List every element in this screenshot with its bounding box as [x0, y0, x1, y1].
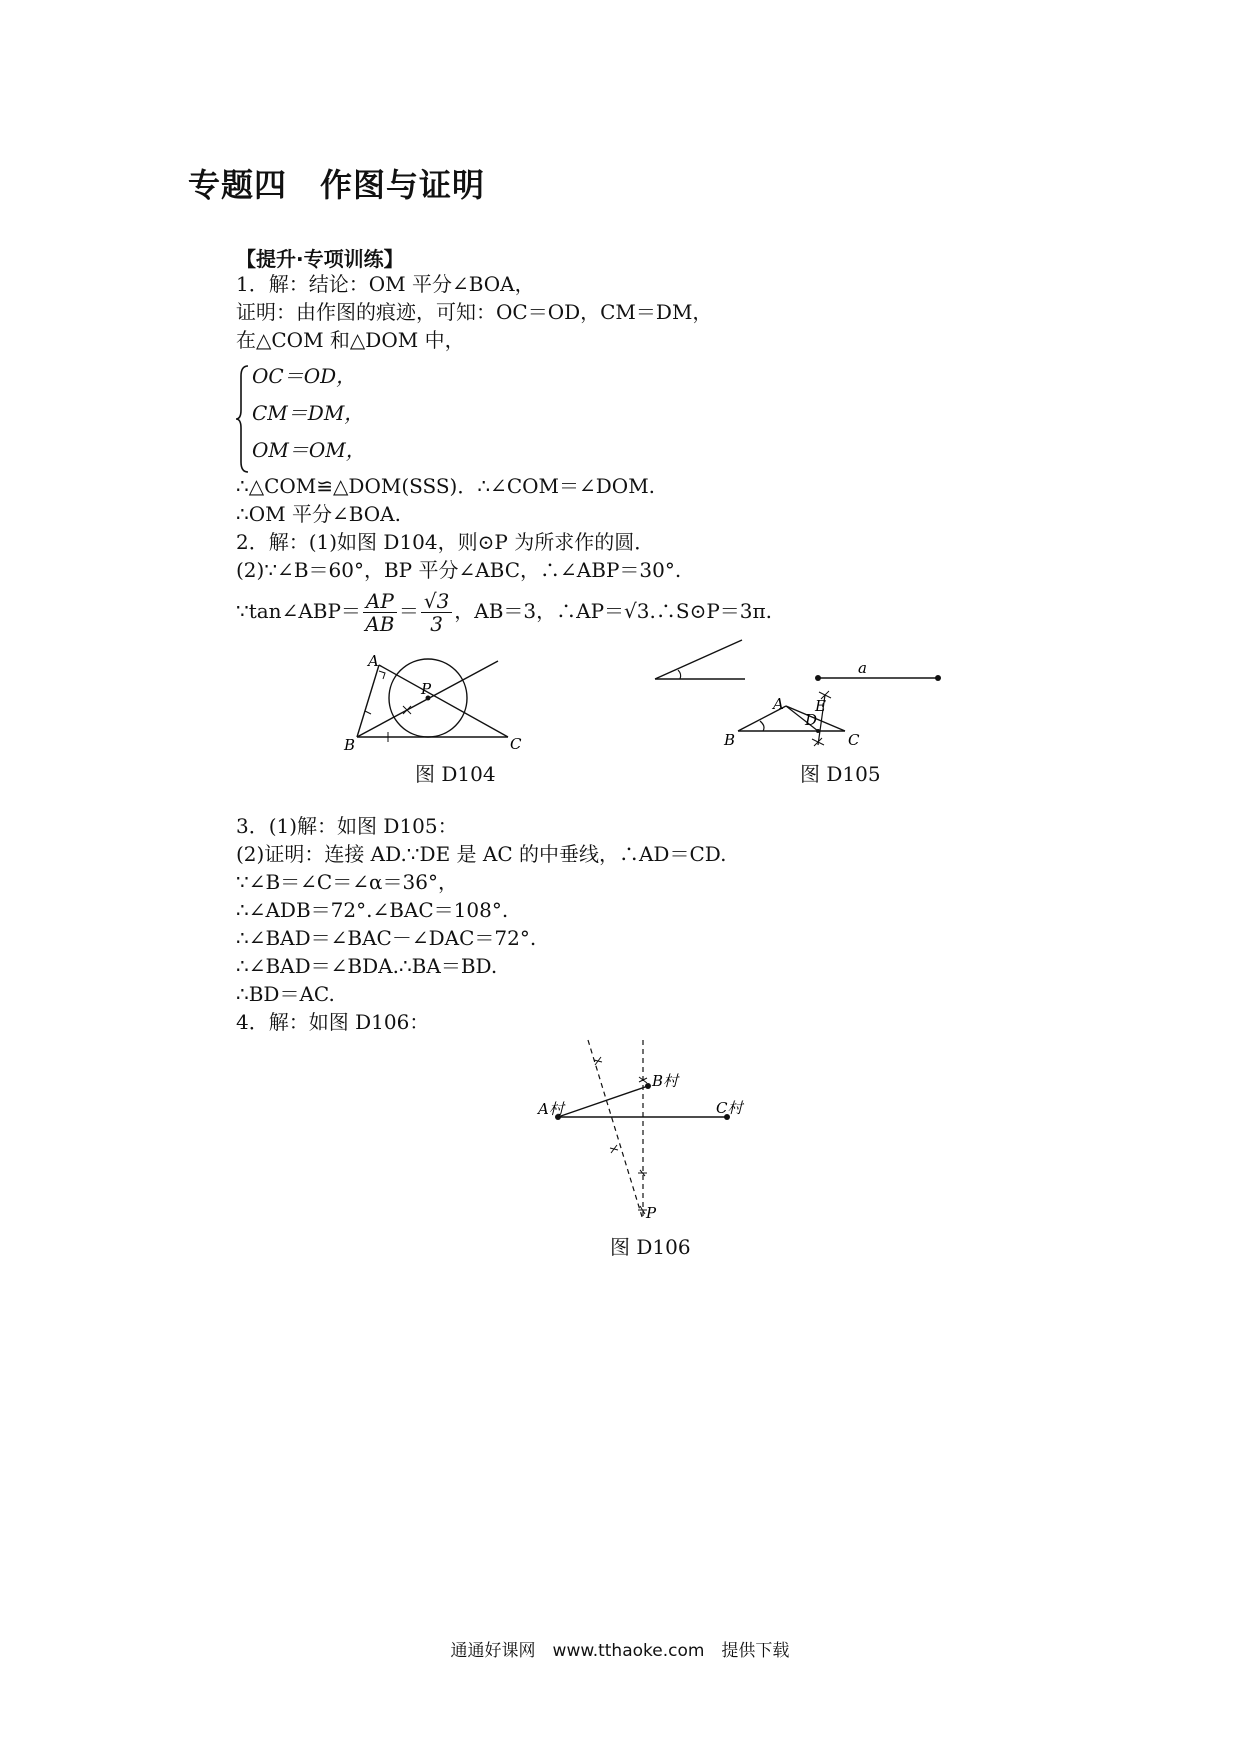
p3-line2: (2)证明：连接 AD.∵DE 是 AC 的中垂线，∴AD＝CD.	[236, 842, 727, 866]
frac1-denominator: AB	[365, 612, 395, 636]
page-footer: 通通好课网 www.tthaoke.com 提供下载	[450, 1641, 790, 1661]
fig104-label-a: A	[368, 652, 379, 670]
fig104-label-c: C	[510, 735, 522, 753]
fig106-caption: 图 D106	[610, 1235, 691, 1259]
fig106-label-p: P	[646, 1204, 657, 1222]
fig105-label-a: A	[773, 695, 784, 713]
system-eq-3: OM＝OM，	[252, 438, 366, 462]
frac2-numerator: √3	[421, 590, 452, 613]
section-heading: 【提升·专项训练】	[236, 247, 404, 271]
fig105-label-b: B	[724, 731, 736, 749]
fig106-label-c: C村	[716, 1099, 743, 1117]
system-eq-1: OC＝OD，	[252, 364, 357, 388]
p3-line1: 3．(1)解：如图 D105：	[236, 814, 458, 838]
p3-line3: ∵∠B＝∠C＝∠α＝36°，	[236, 870, 458, 894]
fig105-label-a-segment: a	[858, 659, 867, 677]
frac2-denominator: 3	[430, 612, 443, 636]
p3-line4: ∴∠ADB＝72°.∠BAC＝108°.	[236, 898, 509, 922]
tan-prefix: ∵tan∠ABP＝	[236, 599, 361, 623]
p2-line3	[236, 590, 772, 635]
frac1-numerator: AP	[363, 590, 397, 613]
p4-line1: 4．解：如图 D106：	[236, 1010, 430, 1034]
p3-line7: ∴BD＝AC.	[236, 982, 335, 1006]
brace-icon	[236, 364, 252, 474]
fig105-label-c: C	[848, 731, 860, 749]
p3-line5: ∴∠BAD＝∠BAC－∠DAC＝72°.	[236, 926, 537, 950]
p1-line3: 在△COM 和△DOM 中，	[236, 328, 465, 352]
figure-d105	[650, 635, 950, 755]
p1-line5: ∴OM 平分∠BOA.	[236, 502, 401, 526]
tan-suffix: ，AB＝3，∴AP＝√3.∴S⊙P＝3π.	[454, 599, 773, 623]
fig104-caption: 图 D104	[415, 762, 496, 786]
fraction-sqrt3-3	[421, 590, 452, 635]
fig104-label-p: P	[421, 680, 432, 698]
figure-d104	[340, 650, 530, 760]
p3-line6: ∴∠BAD＝∠BDA.∴BA＝BD.	[236, 954, 498, 978]
fig105-label-d: D	[805, 711, 818, 729]
p2-line1: 2．解：(1)如图 D104，则⊙P 为所求作的圆．	[236, 530, 655, 554]
p2-line2: (2)∵∠B＝60°，BP 平分∠ABC，∴∠ABP＝30°.	[236, 558, 682, 582]
fig106-label-b: B村	[652, 1072, 679, 1090]
equals-sign: ＝	[398, 599, 419, 623]
fig105-label-e: E	[815, 697, 826, 715]
p1-line1: 1．解：结论：OM 平分∠BOA，	[236, 272, 535, 296]
p1-line4: ∴△COM≌△DOM(SSS)．∴∠COM＝∠DOM.	[236, 474, 656, 498]
system-eq-2: CM＝DM，	[252, 401, 365, 425]
fig105-caption: 图 D105	[800, 762, 881, 786]
figure-d106	[530, 1030, 780, 1230]
fraction-ap-ab	[363, 590, 397, 635]
fig104-label-b: B	[344, 736, 356, 754]
page-title: 专题四 作图与证明	[188, 166, 486, 204]
fig106-label-a: A村	[538, 1100, 564, 1118]
p1-line2: 证明：由作图的痕迹，可知：OC＝OD，CM＝DM，	[236, 300, 713, 324]
